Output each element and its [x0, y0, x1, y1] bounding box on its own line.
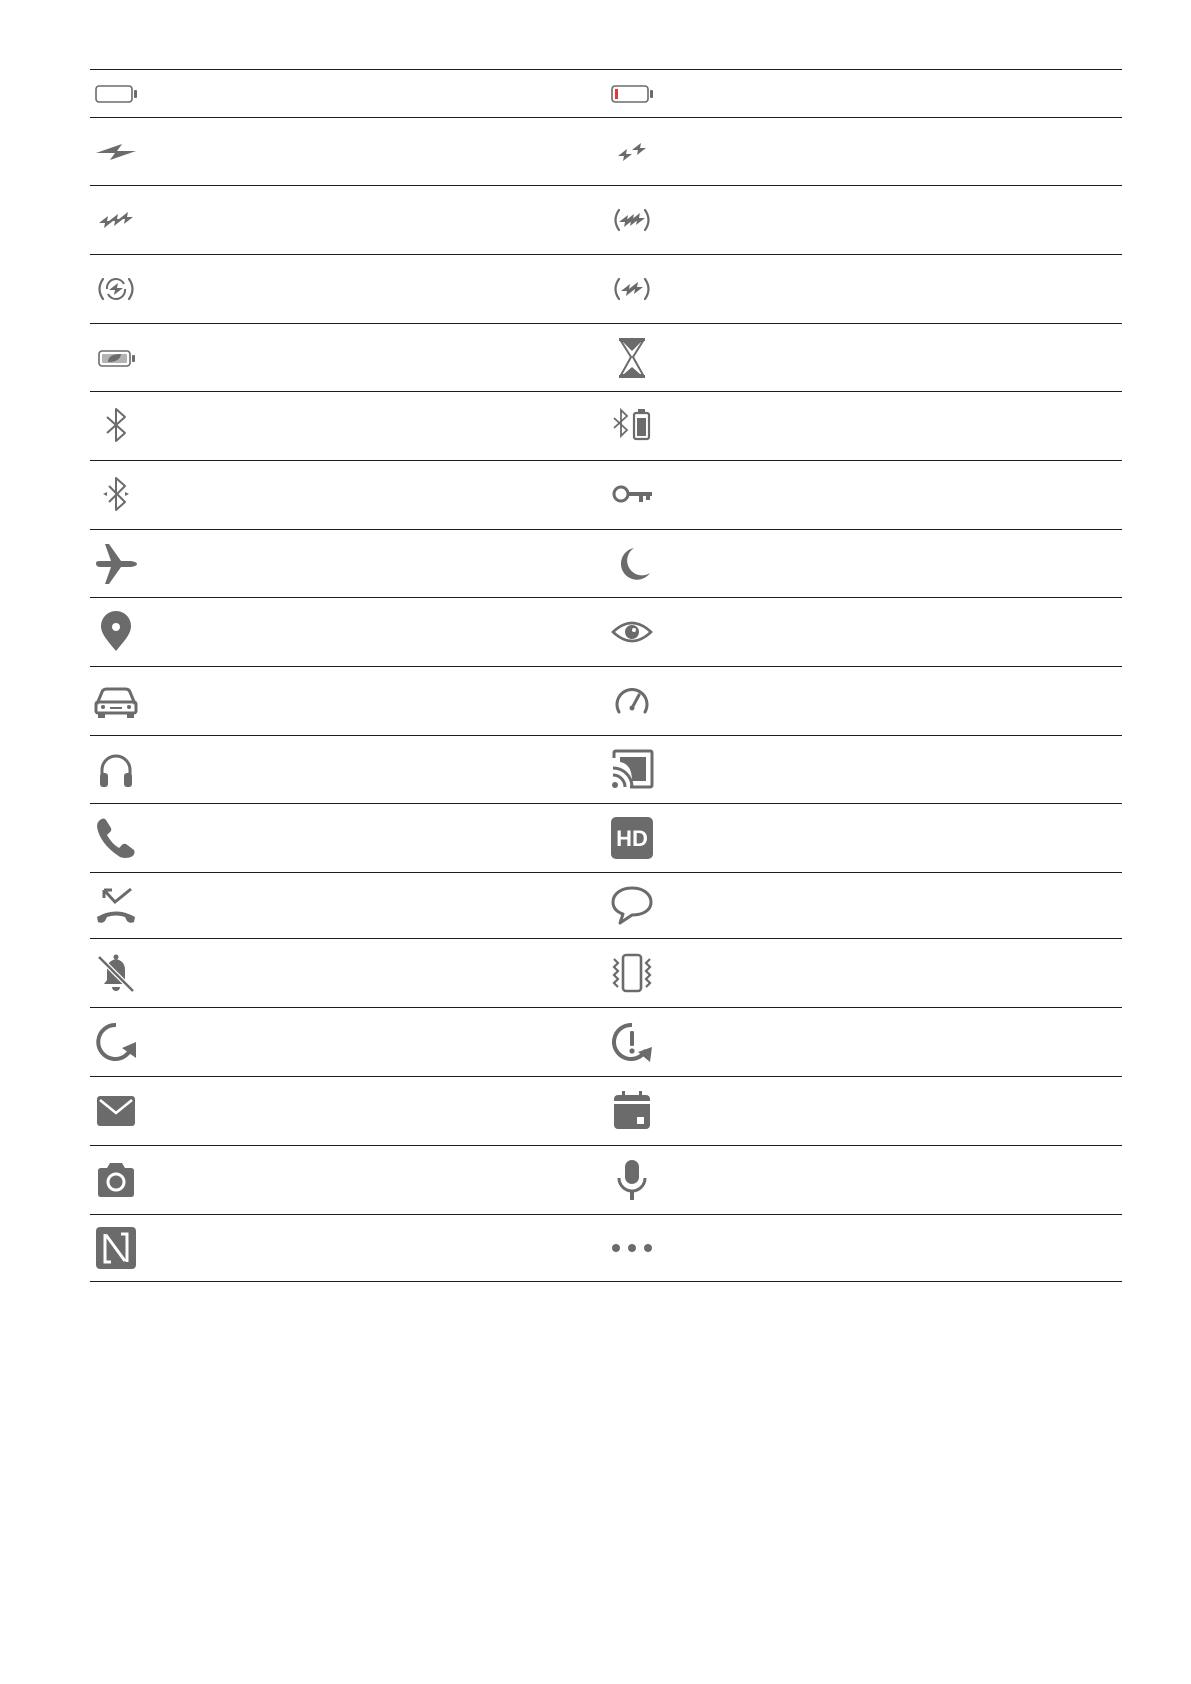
- icon-table-cell-left: [90, 324, 606, 391]
- icon-table-row: [90, 529, 1122, 597]
- icon-table-cell-left: [90, 667, 606, 735]
- battery-empty-icon: [94, 72, 138, 116]
- icon-table-row: [90, 666, 1122, 735]
- wireless-quick-charging-icon: [610, 267, 654, 311]
- svg-text:HD: HD: [616, 826, 648, 851]
- icon-table-cell-left: [90, 530, 606, 597]
- new-email-icon: [94, 1089, 138, 1133]
- icon-table-row: [90, 735, 1122, 803]
- icon-table-cell-left: [90, 70, 606, 117]
- icon-table-cell-left: [90, 186, 606, 254]
- icon-table-cell-right: [606, 1077, 1122, 1145]
- bluetooth-device-battery-icon: [610, 404, 654, 448]
- super-charging-icon: [94, 198, 138, 242]
- icon-table-cell-right: [606, 70, 1122, 117]
- icon-table-cell-left: [90, 118, 606, 185]
- icon-table-cell-right: [606, 1215, 1122, 1281]
- icon-table-cell-left: [90, 392, 606, 460]
- icon-table-row: [90, 803, 1122, 872]
- icon-table-cell-left: [90, 939, 606, 1007]
- eye-comfort-icon: [610, 610, 654, 654]
- camera-icon: [94, 1158, 138, 1202]
- icon-table-cell-right: [606, 324, 1122, 391]
- airplane-mode-icon: [94, 542, 138, 586]
- icon-table-cell-right: [606, 186, 1122, 254]
- hd-voice-icon: [610, 816, 654, 860]
- icon-table-cell-left: [90, 1077, 606, 1145]
- icon-table-cell-left: [90, 1215, 606, 1281]
- icon-table-cell-right: [606, 392, 1122, 460]
- screen-projection-icon: [610, 748, 654, 792]
- icon-table-cell-right: [606, 255, 1122, 323]
- silent-mode-icon: [94, 951, 138, 995]
- headset-icon: [94, 748, 138, 792]
- more-notifications-icon: [610, 1226, 654, 1270]
- microphone-icon: [610, 1158, 654, 1202]
- quick-charging-icon: [610, 130, 654, 174]
- icon-table-row: [90, 1076, 1122, 1145]
- icon-table-row: [90, 254, 1122, 323]
- icon-table-row: [90, 1214, 1122, 1282]
- icon-table-cell-left: [90, 598, 606, 666]
- icon-table-row: [90, 117, 1122, 185]
- icon-table-row: [90, 872, 1122, 938]
- icon-table-row: [90, 1145, 1122, 1214]
- power-saving-mode-icon: [94, 336, 138, 380]
- icon-table-cell-right: [606, 1008, 1122, 1076]
- phone-call-icon: [94, 816, 138, 860]
- icon-table-cell-right: [606, 736, 1122, 803]
- icon-table-cell-right: [606, 873, 1122, 938]
- charging-icon: [94, 130, 138, 174]
- icon-table-row: [90, 185, 1122, 254]
- event-reminder-icon: [610, 1089, 654, 1133]
- icon-table-cell-right: [606, 118, 1122, 185]
- icon-table-row: [90, 938, 1122, 1007]
- vibration-icon: [610, 951, 654, 995]
- location-pin-icon: [94, 610, 138, 654]
- message-bubble-icon: [610, 884, 654, 928]
- icon-table-cell-right: [606, 598, 1122, 666]
- icon-table-cell-left: [90, 736, 606, 803]
- icon-table: [90, 69, 1122, 1282]
- icon-table-row: [90, 391, 1122, 460]
- missed-call-icon: [94, 884, 138, 928]
- icon-table-cell-left: [90, 804, 606, 872]
- icon-table-cell-right: [606, 667, 1122, 735]
- icon-table-cell-right: [606, 461, 1122, 529]
- icon-table-cell-left: [90, 1146, 606, 1214]
- wireless-charging-icon: [94, 267, 138, 311]
- icon-table-cell-right: [606, 939, 1122, 1007]
- performance-mode-icon: [610, 679, 654, 723]
- vpn-key-icon: [610, 473, 654, 517]
- syncing-icon: [94, 1020, 138, 1064]
- icon-table-cell-right: [606, 804, 1122, 872]
- icon-table-row: [90, 323, 1122, 391]
- icon-table-cell-left: [90, 461, 606, 529]
- battery-low-icon: [610, 72, 654, 116]
- bluetooth-icon: [94, 404, 138, 448]
- icon-table-row: [90, 1007, 1122, 1076]
- icon-table-cell-left: [90, 1008, 606, 1076]
- icon-table-row: [90, 69, 1122, 117]
- nfc-icon: [94, 1226, 138, 1270]
- driving-mode-icon: [94, 679, 138, 723]
- icon-table-cell-left: [90, 255, 606, 323]
- icon-table-row: [90, 597, 1122, 666]
- sync-failed-icon: [610, 1020, 654, 1064]
- icon-table-row: [90, 460, 1122, 529]
- do-not-disturb-moon-icon: [610, 542, 654, 586]
- icon-table-cell-right: [606, 1146, 1122, 1214]
- digital-balance-icon: [610, 336, 654, 380]
- icon-table-cell-left: [90, 873, 606, 938]
- bluetooth-connected-icon: [94, 473, 138, 517]
- icon-table-cell-right: [606, 530, 1122, 597]
- wireless-super-charging-icon: [610, 198, 654, 242]
